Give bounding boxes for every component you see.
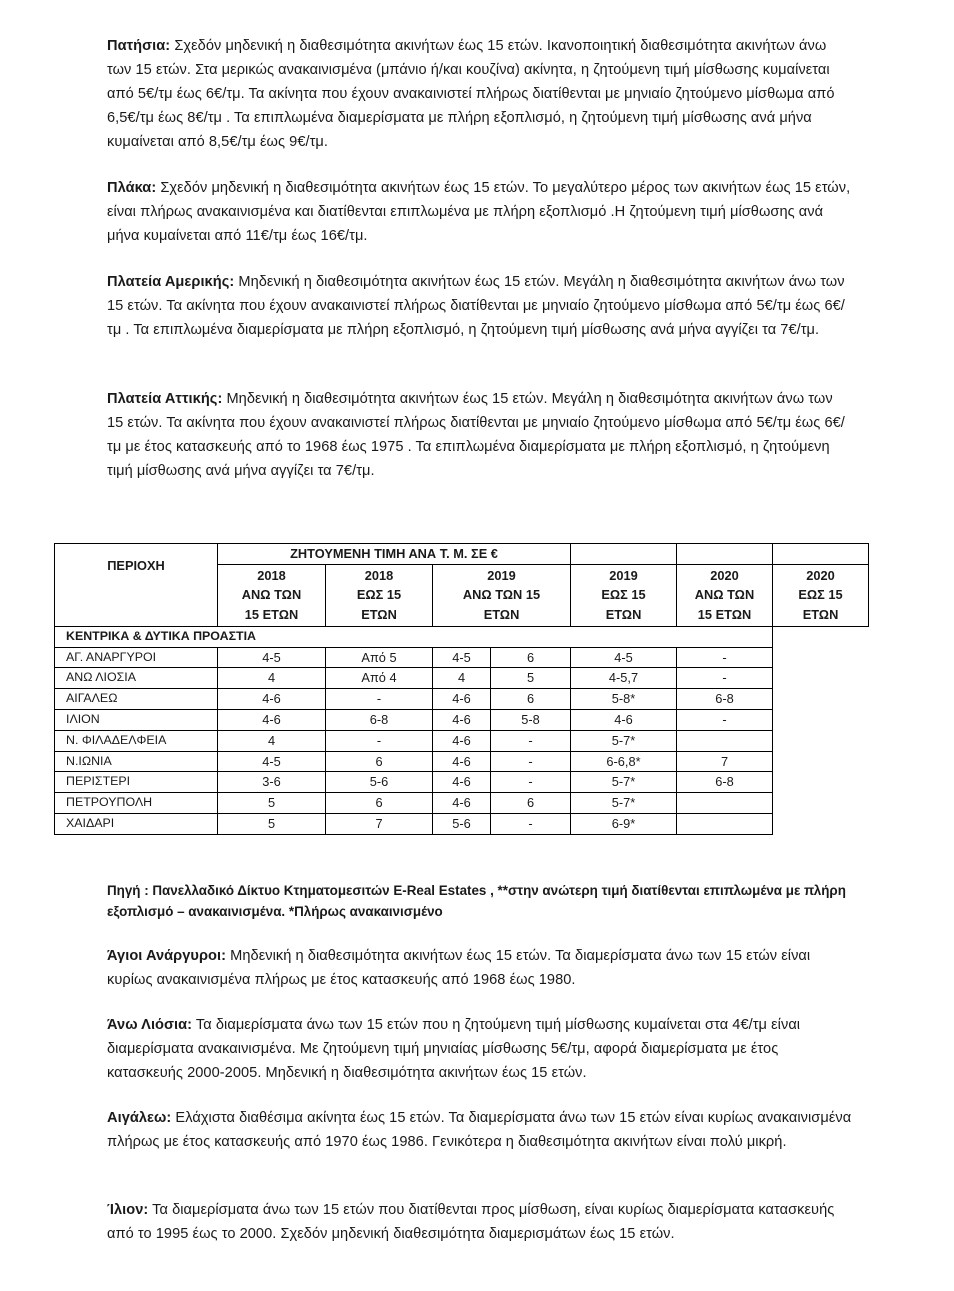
price-cell: Από 5 xyxy=(326,647,433,668)
price-cell: - xyxy=(677,647,773,668)
table-body xyxy=(55,647,869,834)
price-cell: 6 xyxy=(491,689,571,710)
paragraph-lead: Πλατεία Αμερικής: xyxy=(107,274,235,290)
paragraph-agioi-anargyroi xyxy=(107,944,852,992)
price-cell: - xyxy=(326,689,433,710)
area-cell: ΧΑΙΔΑΡΙ xyxy=(55,813,218,834)
empty-cell xyxy=(773,647,869,668)
paragraph-lead: Πλατεία Αττικής: xyxy=(107,391,223,407)
year-sub-label: ΑΝΩ ΤΩΝ xyxy=(241,587,302,603)
price-cell: 6 xyxy=(491,793,571,814)
empty-cell xyxy=(773,813,869,834)
paragraph-plateia-amerikis xyxy=(107,270,852,342)
price-cell: 4-6 xyxy=(433,772,491,793)
paragraph-text: Σχεδόν μηδενική η διαθεσιμότητα ακινήτων έως 15 ετών. Ικανοποιητική διαθεσιμότητα ακινήτων άνω των 15 ετών. Στα μερικώς ανακαινισμένα (μπάνιο ή/και κουζίνα) ακίνητα, η ζητούμενη τιμή μίσθωσης κυμαίνεται από 5€/τμ έως 6€/τμ. Τα ακίνητα που έχουν ανακαινιστεί πλήρως διατίθενται με μηνιαίο ζητούμενο μίσθωμα από 6,5€/τμ έως 8€/τμ . Τα επιπλωμένα διαμερίσματα με πλήρη εξοπλισμό, η ζητούμενη τιμή μίσθωσης ανά μήνα κυμαίνεται από 8,5€/τμ έως 9€/τμ. xyxy=(107,38,835,150)
price-cell: 4-6 xyxy=(433,730,491,751)
price-cell: 6 xyxy=(326,751,433,772)
table-row xyxy=(55,772,869,793)
table-row xyxy=(55,730,869,751)
paragraph-text: Μηδενική η διαθεσιμότητα ακινήτων έως 15 ετών. Μεγάλη η διαθεσιμότητα ακινήτων άνω των 15 ετών. Τα ακίνητα που έχουν ανακαινιστεί πλήρως διατίθενται με μηνιαίο ζητούμενο μίσθωμα από 5€/τμ έως 6€/τμ . Τα επιπλωμένα διαμερίσματα με πλήρη εξοπλισμό, η ζητούμενη τιμή μίσθωσης ανά μήνα αγγίζει τα 7€/τμ. xyxy=(107,274,845,338)
price-cell: 4-5 xyxy=(218,647,326,668)
year-sub-label: ΕΩΣ 15 xyxy=(356,587,402,603)
price-cell: 5-8 xyxy=(491,709,571,730)
price-cell: - xyxy=(491,730,571,751)
year-sub-label: 15 ΕΤΩΝ xyxy=(244,606,299,622)
year-header xyxy=(571,564,677,626)
table-row xyxy=(55,668,869,689)
year-sub-label: ΕΤΩΝ xyxy=(483,606,520,622)
empty-cell xyxy=(773,730,869,751)
price-cell: 6-8 xyxy=(326,709,433,730)
region-row xyxy=(55,626,869,647)
price-cell: 5 xyxy=(218,793,326,814)
region-label: ΚΕΝΤΡΙΚΑ & ΔΥΤΙΚΑ ΠΡΟΑΣΤΙΑ xyxy=(55,626,773,647)
area-cell: ΙΛΙΟΝ xyxy=(55,709,218,730)
price-table xyxy=(54,543,869,835)
header-cell xyxy=(773,544,869,565)
area-cell: ΑΙΓΑΛΕΩ xyxy=(55,689,218,710)
paragraph-patisia xyxy=(107,34,852,154)
source-note: Πηγή : Πανελλαδικό Δίκτυο Κτηματομεσιτών E-Real Estates , **στην ανώτερη τιμή διατίθενται επιπλωμένα με πλήρη εξοπλισμό – ανακαινισμένα. *Πλήρως ανακαινισμένο xyxy=(107,883,846,919)
empty-cell xyxy=(773,709,869,730)
year-label: 2019 xyxy=(609,567,638,583)
price-cell: 4-5 xyxy=(218,751,326,772)
price-cell: 6 xyxy=(326,793,433,814)
year-sub-label: ΕΤΩΝ xyxy=(802,606,839,622)
price-cell: 4-6 xyxy=(433,751,491,772)
price-cell: - xyxy=(677,709,773,730)
price-cell: 7 xyxy=(326,813,433,834)
empty-cell xyxy=(773,772,869,793)
empty-cell xyxy=(773,626,869,647)
empty-cell xyxy=(773,689,869,710)
table-row xyxy=(55,813,869,834)
price-cell: 4-6 xyxy=(218,689,326,710)
price-cell: 4 xyxy=(433,668,491,689)
year-header xyxy=(773,564,869,626)
year-sub-label: ΕΩΣ 15 xyxy=(601,587,646,603)
year-label: 2020 xyxy=(806,567,835,583)
paragraph-lead: Άνω Λιόσια: xyxy=(107,1017,193,1033)
header-cell xyxy=(571,544,677,565)
price-cell: Από 4 xyxy=(326,668,433,689)
table-row xyxy=(55,689,869,710)
area-cell: ΠΕΡΙΣΤΕΡΙ xyxy=(55,772,218,793)
price-cell: - xyxy=(491,813,571,834)
paragraph-plaka xyxy=(107,176,852,248)
price-cell: 5-6 xyxy=(433,813,491,834)
paragraph-text: Τα διαμερίσματα άνω των 15 ετών που η ζητούμενη τιμή μίσθωσης κυμαίνεται στα 4€/τμ είναι διαμερίσματα ανακαινισμένα. Με ζητούμενη τιμή μηνιαίας μίσθωσης 5€/τμ, αφορά διαμερίσματα με έτος κατασκευής 2000-2005. Μηδενική η διαθεσιμότητα ακινήτων έως 15 ετών. xyxy=(107,1017,801,1081)
year-label: 2020 xyxy=(710,567,739,583)
area-cell: Ν. ΦΙΛΑΔΕΛΦΕΙΑ xyxy=(55,730,218,751)
table-row xyxy=(55,751,869,772)
year-sub-label: ΕΩΣ 15 xyxy=(798,587,843,603)
area-cell: ΑΝΩ ΛΙΟΣΙΑ xyxy=(55,668,218,689)
price-cell: - xyxy=(491,751,571,772)
paragraph-text: Ελάχιστα διαθέσιμα ακίνητα έως 15 ετών. Τα διαμερίσματα άνω των 15 ετών είναι κυρίως ανακαινισμένα πλήρως με έτος κατασκευής από 1970 έως 1986. Γενικότερα η διαθεσιμότητα ακινήτων είναι πολύ μικρή. xyxy=(107,1110,852,1150)
price-cell: 5-7* xyxy=(571,772,677,793)
price-cell: 4 xyxy=(218,668,326,689)
paragraph-ilion xyxy=(107,1198,852,1246)
price-cell: 7 xyxy=(677,751,773,772)
price-cell: 6-6,8* xyxy=(571,751,677,772)
price-cell: 6-8 xyxy=(677,772,773,793)
empty-cell xyxy=(773,751,869,772)
price-cell: 4-6 xyxy=(433,689,491,710)
year-label: 2018 xyxy=(257,567,286,583)
price-cell: 5-8* xyxy=(571,689,677,710)
table-row xyxy=(55,647,869,668)
year-sub-label: 15 ΕΤΩΝ xyxy=(697,606,752,622)
paragraph-lead: Πατήσια: xyxy=(107,38,171,54)
year-sub-label: ΕΤΩΝ xyxy=(361,606,397,622)
price-cell: 4-5 xyxy=(571,647,677,668)
paragraph-lead: Πλάκα: xyxy=(107,180,157,196)
price-cell: 4-6 xyxy=(571,709,677,730)
price-cell: 5 xyxy=(491,668,571,689)
price-cell: 4-6 xyxy=(433,709,491,730)
year-label: 2018 xyxy=(364,567,394,583)
price-cell: 5 xyxy=(218,813,326,834)
paragraph-plateia-attikis xyxy=(107,387,852,483)
area-header: ΠΕΡΙΟΧΗ xyxy=(55,544,218,627)
empty-cell xyxy=(773,668,869,689)
paragraph-text: Τα διαμερίσματα άνω των 15 ετών που διατίθενται προς μίσθωση, είναι κυρίως διαμερίσματα κατασκευής από το 1995 έως το 2000. Σχεδόν μηδενική διαθεσιμότητα διαμερισμάτων έως 15 ετών. xyxy=(107,1202,835,1242)
paragraph-text: Σχεδόν μηδενική η διαθεσιμότητα ακινήτων έως 15 ετών. Το μεγαλύτερο μέρος των ακινήτων έως 15 ετών, είναι πλήρως ανακαινισμένα και διατίθενται επιπλωμένα με πλήρη εξοπλισμό .Η ζητούμενη τιμή μίσθωσης ανά μήνα κυμαίνεται από 11€/τμ έως 16€/τμ. xyxy=(107,180,851,244)
price-cell: 4-6 xyxy=(218,709,326,730)
price-cell: 4-5 xyxy=(433,647,491,668)
year-header xyxy=(433,564,571,626)
price-cell: 5-6 xyxy=(326,772,433,793)
year-header xyxy=(326,564,433,626)
year-sub-label: ΑΝΩ ΤΩΝ 15 xyxy=(462,587,541,603)
price-cell xyxy=(677,793,773,814)
paragraph-text: Μηδενική η διαθεσιμότητα ακινήτων έως 15 ετών. Τα διαμερίσματα άνω των 15 ετών είναι κυρίως ανακαινισμένα πλήρως με έτος κατασκευής από 1968 έως 1980. xyxy=(107,948,811,988)
price-cell: 4-6 xyxy=(433,793,491,814)
paragraph-lead: Άγιοι Ανάργυροι: xyxy=(107,948,227,964)
price-cell: - xyxy=(326,730,433,751)
empty-cell xyxy=(773,793,869,814)
table-header-row xyxy=(55,544,869,565)
paragraph-lead: Ίλιον: xyxy=(107,1202,149,1218)
area-cell: Ν.ΙΩΝΙΑ xyxy=(55,751,218,772)
area-cell: ΑΓ. ΑΝΑΡΓΥΡΟΙ xyxy=(55,647,218,668)
paragraph-aigaleo xyxy=(107,1106,852,1154)
price-cell: 4-5,7 xyxy=(571,668,677,689)
paragraph-ano-liosia xyxy=(107,1013,852,1085)
price-cell: - xyxy=(677,668,773,689)
price-cell: - xyxy=(491,772,571,793)
price-cell xyxy=(677,730,773,751)
price-cell: 6 xyxy=(491,647,571,668)
year-header xyxy=(677,564,773,626)
year-sub-label: ΕΤΩΝ xyxy=(605,606,642,622)
year-header xyxy=(218,564,326,626)
table-row xyxy=(55,709,869,730)
price-cell: 6-9* xyxy=(571,813,677,834)
price-cell: 6-8 xyxy=(677,689,773,710)
paragraph-text: Μηδενική η διαθεσιμότητα ακινήτων έως 15 ετών. Μεγάλη η διαθεσιμότητα ακινήτων άνω των 15 ετών. Τα ακίνητα που έχουν ανακαινιστεί πλήρως διατίθενται με μηνιαίο ζητούμενο μίσθωμα από 5€/τμ έως 6€/τμ με έτος κατασκευής από το 1968 έως 1975 . Τα επιπλωμένα διαμερίσματα με πλήρη εξοπλισμό, η ζητούμενη τιμή μίσθωσης ανά μήνα αγγίζει τα 7€/τμ. xyxy=(107,391,845,479)
price-cell xyxy=(677,813,773,834)
header-cell xyxy=(677,544,773,565)
year-label: 2019 xyxy=(487,567,516,583)
price-header: ΖΗΤΟΥΜΕΝΗ ΤΙΜΗ ΑΝΑ Τ. Μ. ΣΕ € xyxy=(218,544,571,565)
paragraph-lead: Αιγάλεω: xyxy=(107,1110,172,1126)
price-cell: 5-7* xyxy=(571,793,677,814)
year-sub-label: ΑΝΩ ΤΩΝ xyxy=(694,587,755,603)
price-cell: 5-7* xyxy=(571,730,677,751)
area-cell: ΠΕΤΡΟΥΠΟΛΗ xyxy=(55,793,218,814)
price-cell: 3-6 xyxy=(218,772,326,793)
table-row xyxy=(55,793,869,814)
price-cell: 4 xyxy=(218,730,326,751)
